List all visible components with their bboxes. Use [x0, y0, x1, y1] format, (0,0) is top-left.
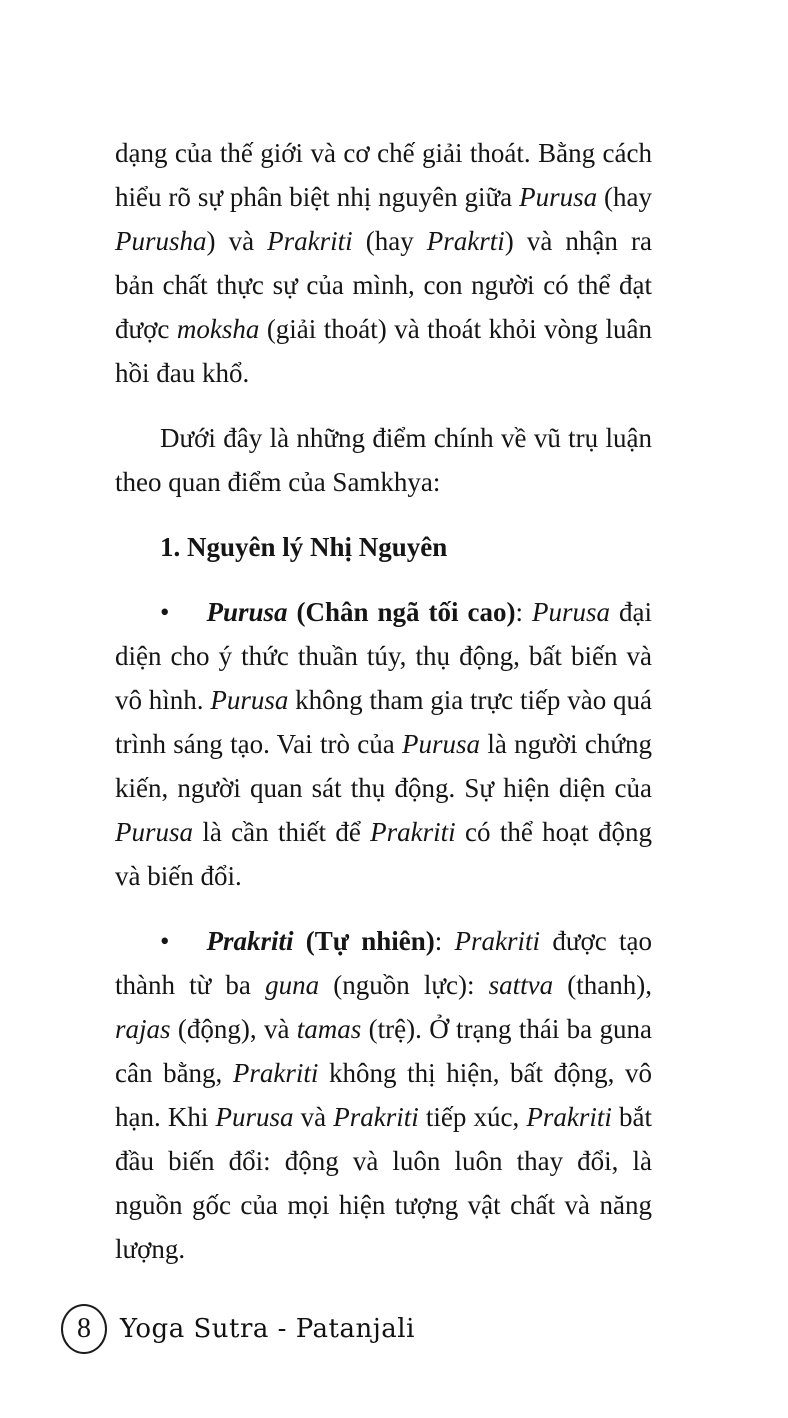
text-run: Prakriti [206, 926, 294, 956]
text-run: có thể hoạt động và biến đổi. [115, 817, 652, 891]
body-paragraph [115, 131, 652, 395]
page-body [115, 131, 652, 1271]
text-run: : [434, 926, 455, 956]
text-run: moksha [176, 314, 260, 344]
text-run: Purusa [519, 182, 598, 212]
book-title: Yoga Sutra - Patanjali [120, 1314, 415, 1344]
text-run: Purusa [206, 597, 288, 627]
page-footer [61, 1304, 415, 1354]
text-run: Purusha [115, 226, 207, 256]
text-run: là cần thiết để [193, 817, 371, 847]
text-run: không tham gia trực tiếp vào quá trình sáng tạo. Vai trò của [115, 685, 652, 759]
text-run: dạng của thế giới và cơ chế giải thoát. Bằng cách hiểu rõ sự phân biệt nhị nguyên giữa [115, 138, 652, 212]
text-run: sattva [488, 970, 554, 1000]
text-run: rajas [115, 1014, 171, 1044]
text-run: Prakriti [333, 1102, 419, 1132]
text-run: : [515, 597, 532, 627]
text-run: Purusa [215, 1102, 294, 1132]
text-run: là người chứng kiến, người quan sát thụ động. Sự hiện diện của [115, 729, 652, 803]
page-number: 8 [77, 1313, 91, 1344]
text-run: Prakrti [426, 226, 505, 256]
text-run: tiếp xúc, [418, 1102, 527, 1132]
text-run: Purusa [115, 817, 194, 847]
text-run: được tạo thành từ ba [115, 926, 652, 1000]
text-run: Prakriti [526, 1102, 612, 1132]
bullet-marker: • [160, 597, 170, 627]
text-run: 1. Nguyên lý Nhị Nguyên [160, 532, 448, 562]
text-run: (hay [352, 226, 427, 256]
text-run: Prakriti [370, 817, 456, 847]
text-run: (giải thoát) và thoát khỏi vòng luân hồi đau khổ. [115, 314, 652, 388]
text-run: Prakriti [267, 226, 353, 256]
text-run: (Tự nhiên) [293, 926, 435, 956]
text-run: đại diện cho ý thức thuần túy, thụ động, bất biến và vô hình. [115, 597, 652, 715]
text-run: Purusa [210, 685, 289, 715]
text-run: (thanh), [553, 970, 652, 1000]
text-run: ) và nhận ra bản chất thực sự của mình, con người có thể đạt được [115, 226, 652, 344]
text-run: Prakriti [232, 1058, 319, 1088]
text-run: Purusa [531, 597, 610, 627]
text-run: (hay [597, 182, 652, 212]
text-run: không thị hiện, bất động, vô hạn. Khi [115, 1058, 652, 1132]
bullet-item [115, 590, 652, 898]
bullet-item [115, 919, 652, 1271]
text-run: ) và [206, 226, 268, 256]
bullet-marker: • [160, 926, 170, 956]
page-number-badge [61, 1304, 107, 1354]
text-run: Purusa [402, 729, 481, 759]
text-run: (động), và [170, 1014, 297, 1044]
section-heading [115, 525, 652, 569]
text-run: Dưới đây là những điểm chính về vũ trụ luận theo quan điểm của Samkhya: [115, 423, 652, 497]
text-run: tamas [296, 1014, 362, 1044]
text-run: guna [265, 970, 320, 1000]
text-run: Prakriti [454, 926, 541, 956]
body-paragraph [115, 416, 652, 504]
text-run: và [293, 1102, 334, 1132]
text-run: (nguồn lực): [319, 970, 489, 1000]
text-run: (trệ). Ở trạng thái ba guna cân bằng, [115, 1014, 652, 1088]
text-run: bắt đầu biến đổi: động và luôn luôn thay đổi, là nguồn gốc của mọi hiện tượng vật chất và năng lượng. [115, 1102, 652, 1264]
text-run: (Chân ngã tối cao) [287, 597, 516, 627]
